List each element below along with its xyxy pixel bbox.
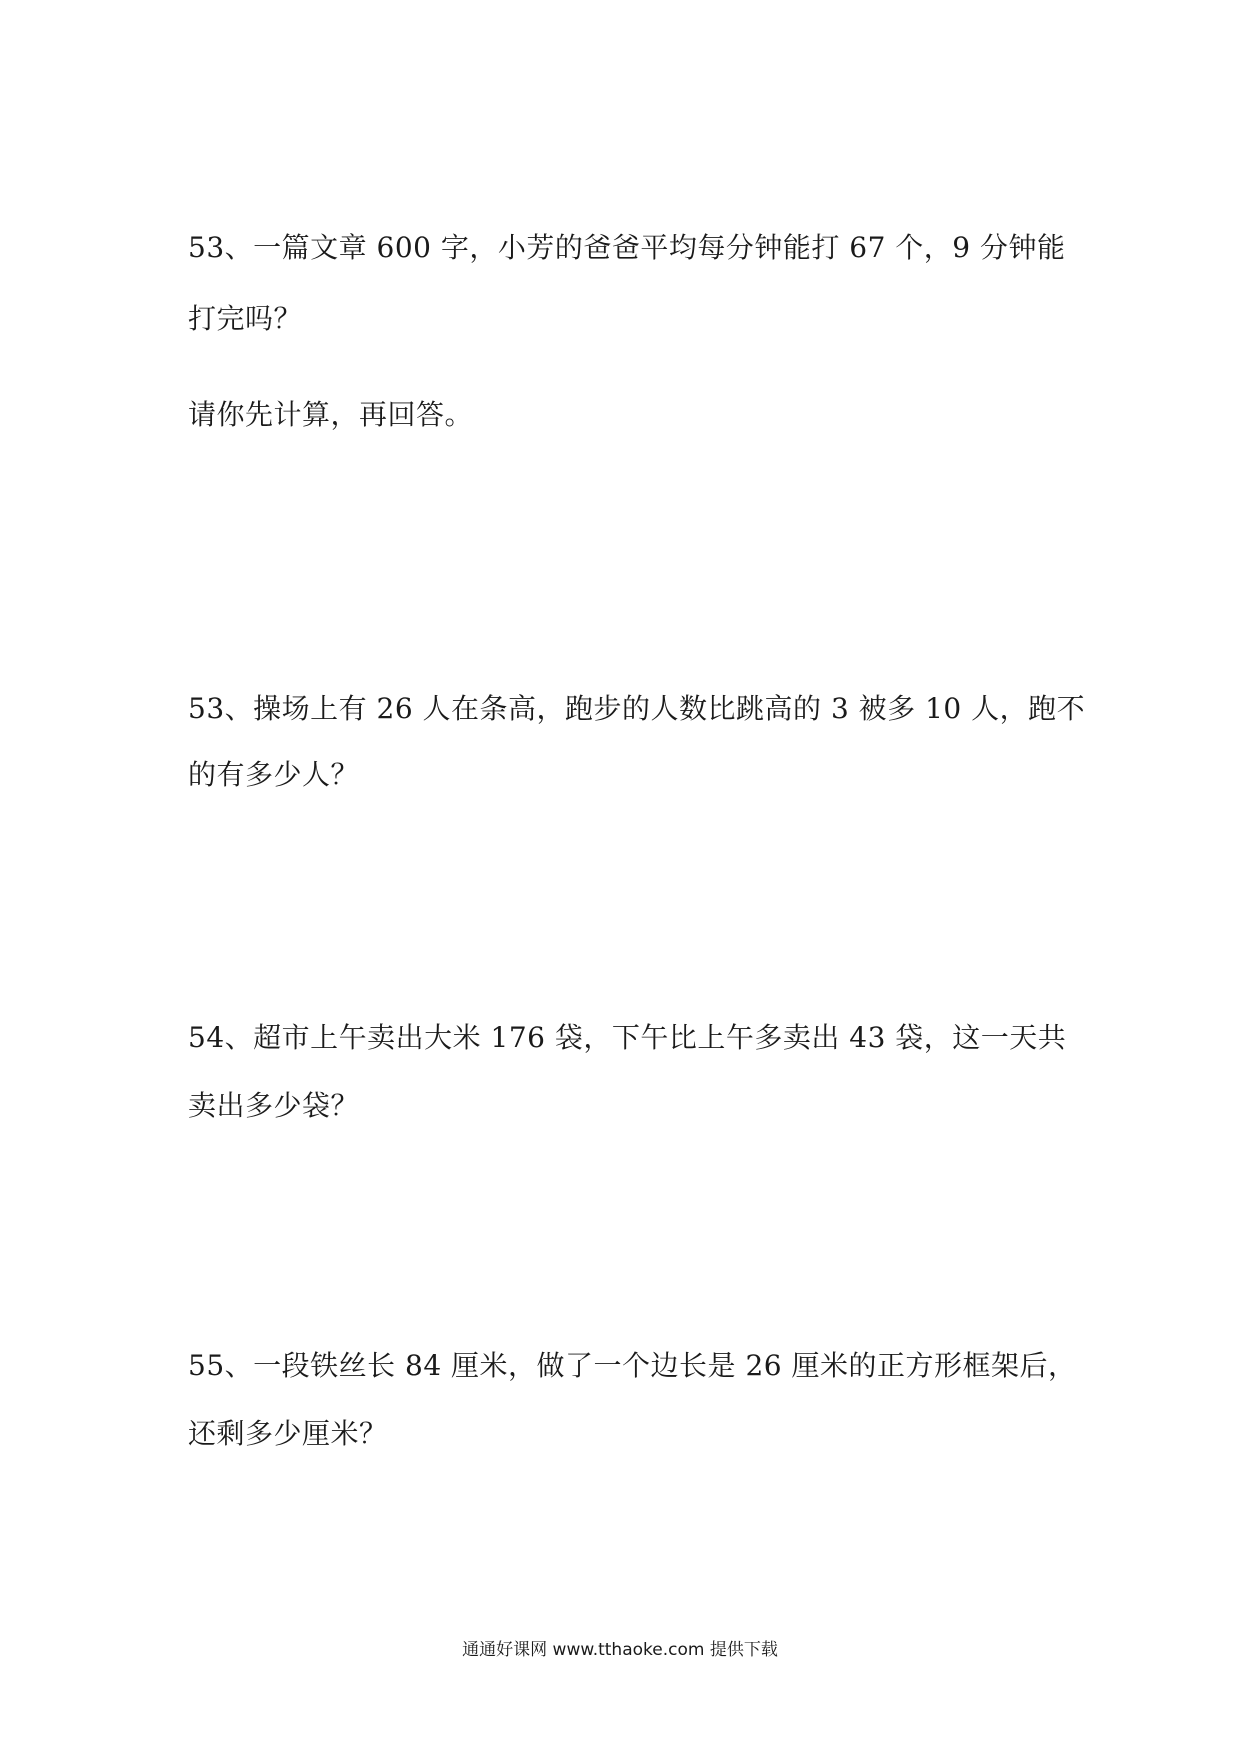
question-53b-line-2: 的有多少人？ [188, 758, 360, 791]
question-54-line-1: 54、超市上午卖出大米 176 袋，下午比上午多卖出 43 袋，这一天共 [188, 1021, 1067, 1054]
question-53b-line-1: 53、操场上有 26 人在条高，跑步的人数比跳高的 3 被多 10 人，跑不 [188, 692, 1086, 725]
question-55-line-2: 还剩多少厘米？ [188, 1417, 388, 1450]
question-53a-line-1: 53、一篇文章 600 字，小芳的爸爸平均每分钟能打 67 个，9 分钟能 [188, 231, 1066, 264]
question-53a-line-2: 打完吗？ [188, 302, 303, 335]
page-footer: 通通好课网 www.tthaoke.com 提供下载 [462, 1640, 778, 1660]
question-54-line-2: 卖出多少袋？ [188, 1089, 360, 1122]
question-55-line-1: 55、一段铁丝长 84 厘米，做了一个边长是 26 厘米的正方形框架后， [188, 1349, 1077, 1382]
question-53a-prompt: 请你先计算，再回答。 [188, 398, 474, 431]
